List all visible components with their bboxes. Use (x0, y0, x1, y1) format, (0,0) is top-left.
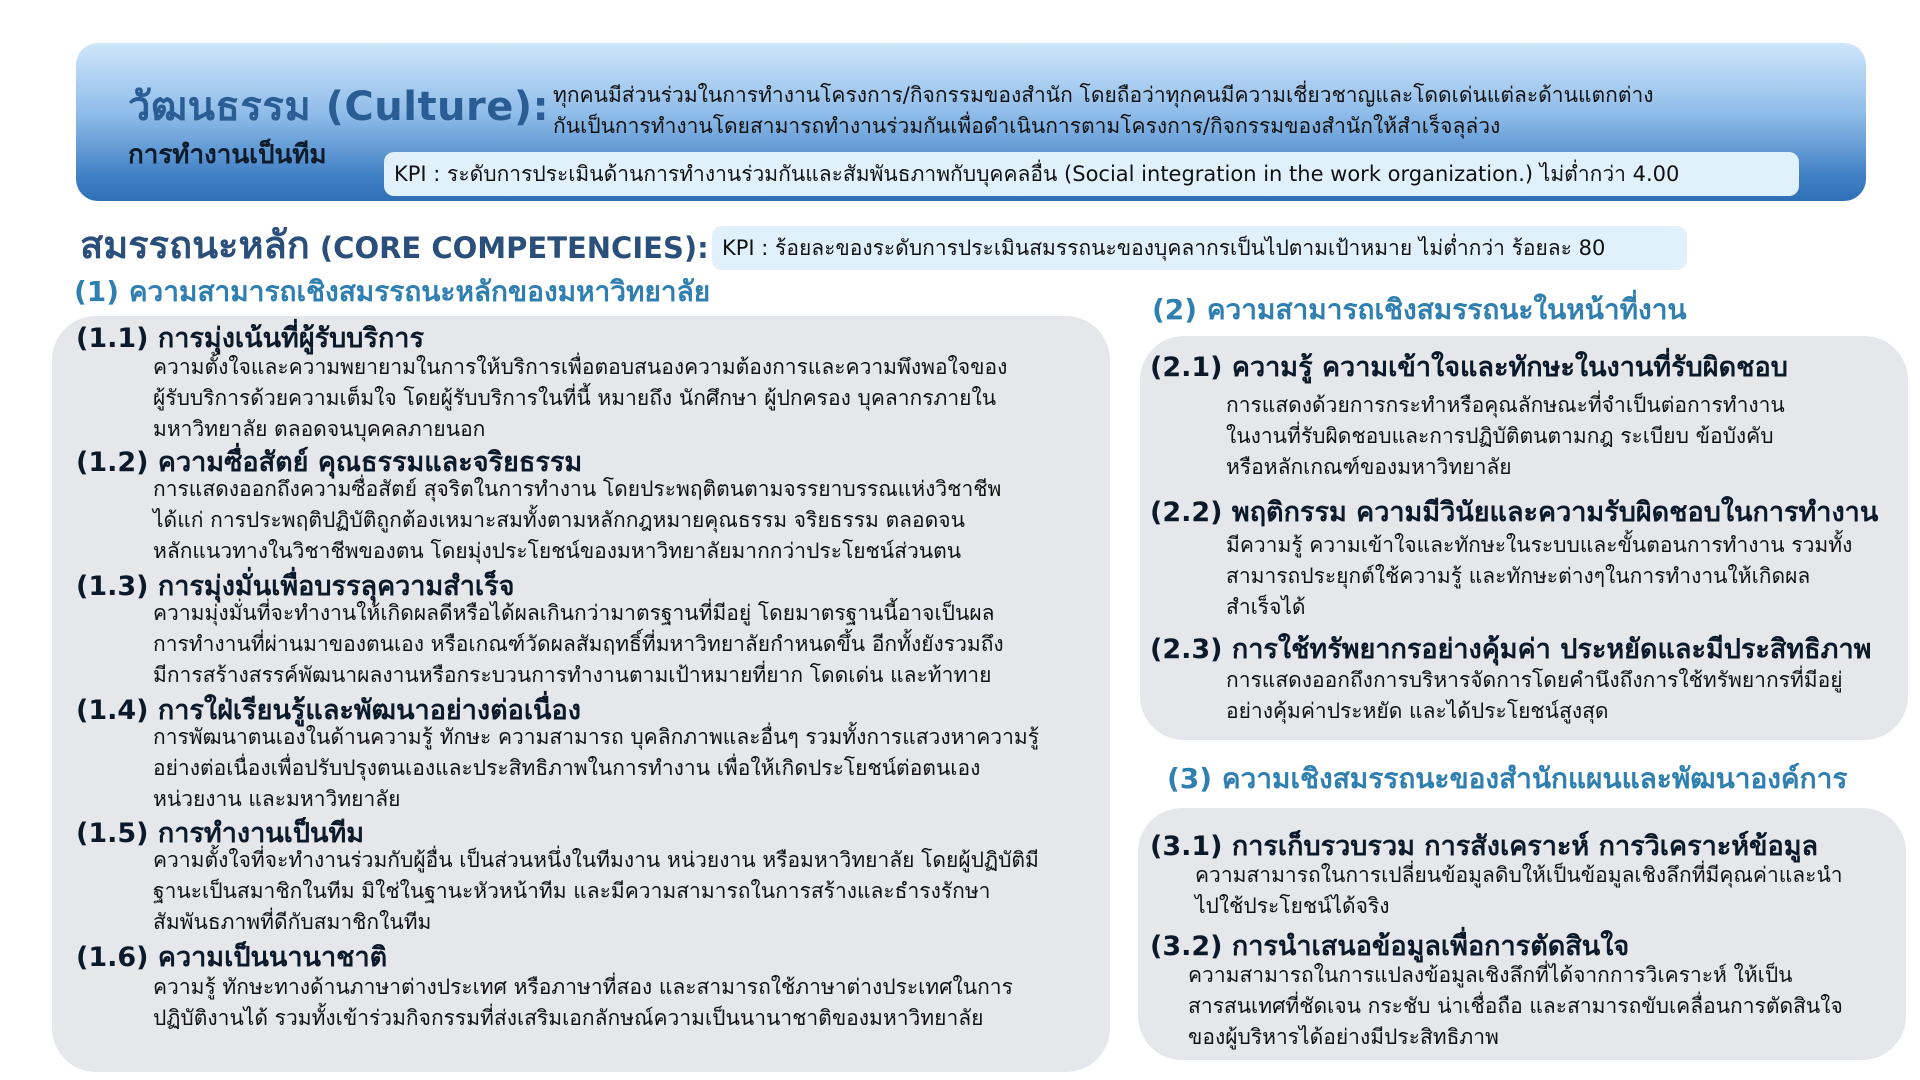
desc-line: ได้แก่ การประพฤติปฏิบัติถูกต้องเหมาะสมทั้งตามหลักกฎหมายคุณธรรม จริยธรรม ตลอดจน (153, 508, 965, 532)
desc-line: ของผู้บริหารได้อย่างมีประสิทธิภาพ (1188, 1025, 1499, 1049)
desc-line: การแสดงออกถึงการบริหารจัดการโดยคำนึงถึงการใช้ทรัพยากรที่มีอยู่ (1226, 668, 1843, 692)
desc-line: ความมุ่งมั่นที่จะทำงานให้เกิดผลดีหรือได้ผลเกินกว่ามาตรฐานที่มีอยู่ โดยมาตรฐานนี้อาจเป็นผล (153, 601, 995, 625)
culture-kpi-box: KPI : ระดับการประเมินด้านการทำงานร่วมกันและสัมพันธภาพกับบุคคลอื่น (Social integration in the work organization.) ไม่ต่ำกว่า 4.00 (384, 152, 1799, 196)
desc-line: การแสดงออกถึงความซื่อสัตย์ สุจริตในการทำงาน โดยประพฤติตนตามจรรยาบรรณแห่งวิชาชีพ (153, 477, 1002, 501)
culture-subtitle: การทำงานเป็นทีม (128, 140, 327, 170)
desc-line: สามารถประยุกต์ใช้ความรู้ และทักษะต่างๆในการทำงานให้เกิดผล (1226, 564, 1811, 588)
section3-title: (3) ความเชิงสมรรถนะของสำนักแผนและพัฒนาองค์การ (1167, 762, 1848, 795)
core-kpi-box: KPI : ร้อยละของระดับการประเมินสมรรถนะของบุคลากรเป็นไปตามเป้าหมาย ไม่ต่ำกว่า ร้อยละ 80 (712, 226, 1687, 270)
item-title-1-6: (1.6) ความเป็นนานาชาติ (76, 942, 388, 973)
desc-line: ปฏิบัติงานได้ รวมทั้งเข้าร่วมกิจกรรมที่ส่งเสริมเอกลักษณ์ความเป็นนานาชาติของมหาวิทยาลัย (153, 1006, 984, 1030)
desc-line: การแสดงด้วยการกระทำหรือคุณลักษณะที่จำเป็นต่อการทำงาน (1226, 393, 1785, 417)
item-desc-3-2 (1188, 960, 1843, 1053)
culture-description-line: ทุกคนมีส่วนร่วมในการทำงานโครงการ/กิจกรรมของสำนัก โดยถือว่าทุกคนมีความเชี่ยวชาญและโดดเด่นแต่ละด้านแตกต่าง (553, 83, 1654, 107)
desc-line: หลักแนวทางในวิชาชีพของตน โดยมุ่งประโยชน์ของมหาวิทยาลัยมากกว่าประโยชน์ส่วนตน (153, 539, 962, 563)
culture-title: วัฒนธรรม (Culture): (128, 84, 550, 130)
core-competencies-title (80, 214, 709, 275)
item-title-1-4: (1.4) การใฝ่เรียนรู้และพัฒนาอย่างต่อเนื่อง (76, 695, 581, 726)
desc-line: อย่างคุ้มค่าประหยัด และได้ประโยชน์สูงสุด (1226, 699, 1609, 723)
core-title-main: สมรรถนะหลัก (80, 223, 310, 267)
item-desc-1-2 (153, 474, 1001, 567)
desc-line: หรือหลักเกณฑ์ของมหาวิทยาลัย (1226, 455, 1512, 479)
desc-line: มหาวิทยาลัย ตลอดจนบุคคลภายนอก (153, 417, 486, 441)
desc-line: สารสนเทศที่ชัดเจน กระชับ น่าเชื่อถือ และสามารถขับเคลื่อนการตัดสินใจ (1188, 994, 1843, 1018)
item-title-2-1: (2.1) ความรู้ ความเข้าใจและทักษะในงานที่รับผิดชอบ (1150, 352, 1788, 383)
item-title-2-2: (2.2) พฤติกรรม ความมีวินัยและความรับผิดชอบในการทำงาน (1150, 497, 1879, 528)
desc-line: ไปใช้ประโยชน์ได้จริง (1195, 894, 1390, 918)
item-desc-1-6 (153, 972, 1013, 1034)
item-title-3-2: (3.2) การนำเสนอข้อมูลเพื่อการตัดสินใจ (1150, 931, 1630, 962)
item-title-3-1: (3.1) การเก็บรวบรวม การสังเคราะห์ การวิเคราะห์ข้อมูล (1150, 831, 1819, 862)
desc-line: มีการสร้างสรรค์พัฒนาผลงานหรือกระบวนการทำงานตามเป้าหมายที่ยาก โดดเด่น และท้าทาย (153, 663, 992, 687)
core-title-en: (CORE COMPETENCIES): (309, 231, 709, 265)
item-desc-3-1 (1195, 860, 1843, 922)
item-desc-1-1 (153, 352, 1007, 445)
desc-line: ความตั้งใจและความพยายามในการให้บริการเพื่อตอบสนองความต้องการและความพึงพอใจของ (153, 355, 1008, 379)
desc-line: หน่วยงาน และมหาวิทยาลัย (153, 787, 401, 811)
item-title-1-3: (1.3) การมุ่งมั่นเพื่อบรรลุความสำเร็จ (76, 571, 515, 602)
desc-line: ความตั้งใจที่จะทำงานร่วมกับผู้อื่น เป็นส่วนหนึ่งในทีมงาน หน่วยงาน หรือมหาวิทยาลัย โดยผู้ปฏิบัติมี (153, 848, 1039, 872)
item-title-1-2: (1.2) ความซื่อสัตย์ คุณธรรมและจริยธรรม (76, 447, 583, 478)
item-title-1-5: (1.5) การทำงานเป็นทีม (76, 818, 365, 849)
item-title-2-3: (2.3) การใช้ทรัพยากรอย่างคุ้มค่า ประหยัดและมีประสิทธิภาพ (1150, 634, 1872, 665)
item-desc-2-1 (1226, 390, 1785, 483)
desc-line: การทำงานที่ผ่านมาของตนเอง หรือเกณฑ์วัดผลสัมฤทธิ์ที่มหาวิทยาลัยกำหนดขึ้น อีกทั้งยังรวมถึง (153, 632, 1004, 656)
desc-line: อย่างต่อเนื่องเพื่อปรับปรุงตนเองและประสิทธิภาพในการทำงาน เพื่อให้เกิดประโยชน์ต่อตนเอง (153, 756, 981, 780)
desc-line: ความสามารถในการเปลี่ยนข้อมูลดิบให้เป็นข้อมูลเชิงลึกที่มีคุณค่าและนำ (1195, 863, 1843, 887)
desc-line: ในงานที่รับผิดชอบและการปฏิบัติตนตามกฎ ระเบียบ ข้อบังคับ (1226, 424, 1774, 448)
desc-line: ผู้รับบริการด้วยความเต็มใจ โดยผู้รับบริการในที่นี้ หมายถึง นักศึกษา ผู้ปกครอง บุคลากรภายใน (153, 386, 997, 410)
desc-line: ความสามารถในการแปลงข้อมูลเชิงลึกที่ได้จากการวิเคราะห์ ให้เป็น (1188, 963, 1793, 987)
section2-title: (2) ความสามารถเชิงสมรรถนะในหน้าที่งาน (1152, 293, 1687, 326)
item-desc-2-3 (1226, 665, 1843, 727)
culture-description-line: กันเป็นการทำงานโดยสามารถทำงานร่วมกันเพื่อดำเนินการตามโครงการ/กิจกรรมของสำนักให้สำเร็จลุล่วง (553, 114, 1501, 138)
item-desc-1-3 (153, 598, 1004, 691)
culture-description (553, 80, 1843, 142)
desc-line: มีความรู้ ความเข้าใจและทักษะในระบบและขั้นตอนการทำงาน รวมทั้ง (1226, 533, 1853, 557)
item-desc-1-4 (153, 722, 1039, 815)
item-desc-1-5 (153, 845, 1039, 938)
desc-line: ฐานะเป็นสมาชิกในทีม มิใช่ในฐานะหัวหน้าทีม และมีความสามารถในการสร้างและธำรงรักษา (153, 879, 991, 903)
desc-line: สำเร็จได้ (1226, 595, 1306, 619)
item-desc-2-2 (1226, 530, 1852, 623)
desc-line: การพัฒนาตนเองในด้านความรู้ ทักษะ ความสามารถ บุคลิกภาพและอื่นๆ รวมทั้งการแสวงหาความรู้ (153, 725, 1039, 749)
section1-title: (1) ความสามารถเชิงสมรรถนะหลักของมหาวิทยาลัย (74, 275, 711, 308)
desc-line: สัมพันธภาพที่ดีกับสมาชิกในทีม (153, 910, 432, 934)
item-title-1-1: (1.1) การมุ่งเน้นที่ผู้รับบริการ (76, 323, 424, 354)
desc-line: ความรู้ ทักษะทางด้านภาษาต่างประเทศ หรือภาษาที่สอง และสามารถใช้ภาษาต่างประเทศในการ (153, 975, 1013, 999)
